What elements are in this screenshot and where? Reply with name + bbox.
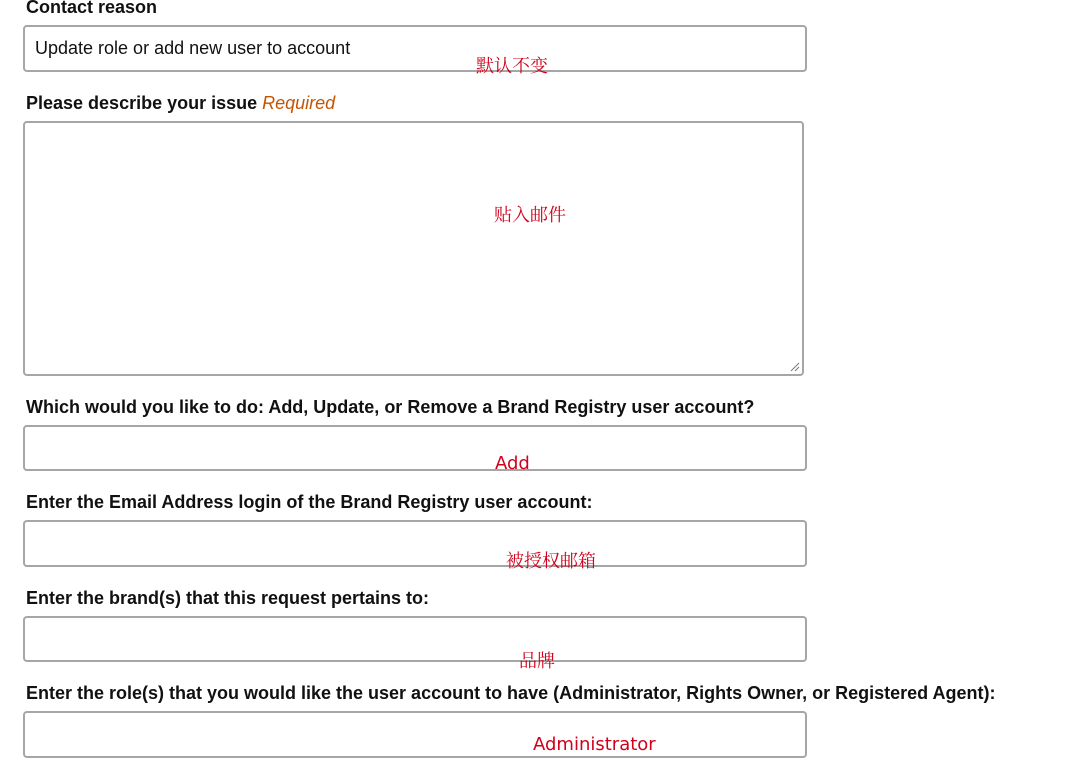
roles-annotation: Administrator bbox=[533, 734, 656, 755]
contact-reason-label: Contact reason bbox=[26, 0, 158, 17]
roles-label: Enter the role(s) that you would like the user account to have (Administrator, Rights Owner, or Registered Agent): bbox=[26, 683, 996, 703]
resize-handle-icon[interactable] bbox=[788, 360, 800, 372]
contact-reason-input[interactable] bbox=[23, 25, 807, 72]
describe-issue-annotation: 贴入邮件 bbox=[494, 205, 566, 226]
contact-reason-value: Update role or add new user to account bbox=[35, 38, 351, 58]
brands-annotation: 品牌 bbox=[519, 651, 555, 672]
contact-reason-annotation: 默认不变 bbox=[476, 56, 548, 77]
brands-label: Enter the brand(s) that this request pertains to: bbox=[26, 588, 430, 608]
describe-issue-label-text: Please describe your issue bbox=[26, 93, 258, 113]
brands-input[interactable] bbox=[23, 616, 807, 662]
email-input[interactable] bbox=[23, 520, 807, 567]
describe-issue-textarea[interactable] bbox=[23, 121, 804, 376]
action-label: Which would you like to do: Add, Update, or Remove a Brand Registry user account? bbox=[26, 397, 755, 417]
action-annotation: Add bbox=[495, 453, 530, 474]
email-annotation: 被授权邮箱 bbox=[506, 551, 596, 572]
required-indicator: Required bbox=[262, 93, 336, 113]
action-input[interactable] bbox=[23, 425, 807, 471]
describe-issue-label bbox=[26, 93, 335, 114]
email-label: Enter the Email Address login of the Brand Registry user account: bbox=[26, 492, 593, 512]
roles-input[interactable] bbox=[23, 711, 807, 758]
